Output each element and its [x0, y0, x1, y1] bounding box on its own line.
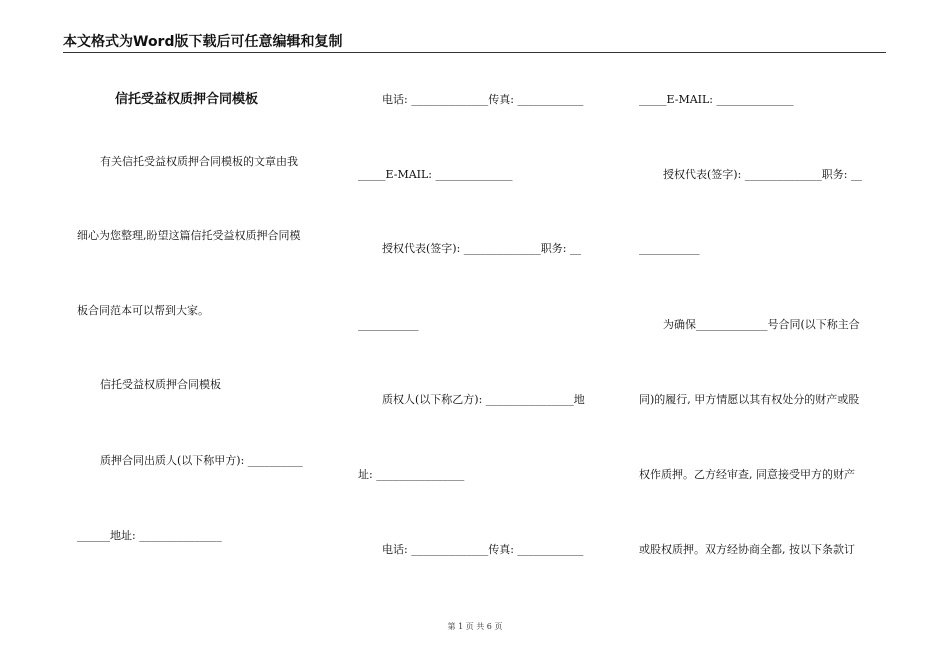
text-line: 或股权质押。双方经协商全都, 按以下条款订: [639, 543, 855, 556]
text-line: 同)的履行, 甲方情愿以其有权处分的财产或股: [639, 393, 860, 406]
page-number-footer: 第 1 页 共 6 页: [447, 622, 503, 631]
text-line: _____E-MAIL: ______________: [639, 93, 794, 106]
text-line: 质押合同出质人(以下称甲方): __________: [100, 454, 303, 467]
text-line: 电话: ______________传真: ____________: [382, 93, 584, 106]
text-line: 授权代表(签字): ______________职务: __: [663, 168, 862, 181]
text-line: 质权人(以下称乙方): ________________地: [382, 393, 585, 406]
text-line: 电话: ______________传真: ____________: [382, 543, 584, 556]
text-line: ___________: [358, 318, 419, 331]
text-line: 细心为您整理,盼望这篇信托受益权质押合同模: [77, 229, 301, 242]
text-line: 板合同范本可以帮到大家。: [77, 304, 209, 317]
text-line: 址: ________________: [358, 468, 465, 481]
text-line: 授权代表(签字): ______________职务: __: [382, 242, 581, 255]
text-line: 权作质押。乙方经审查, 同意接受甲方的财产: [639, 468, 855, 481]
text-line: 信托受益权质押合同模板: [100, 378, 221, 391]
text-line: ___________: [639, 242, 700, 255]
header-text: 本文格式为Word版下载后可任意编辑和复制: [63, 34, 343, 50]
document-title: 信托受益权质押合同模板: [115, 92, 259, 107]
text-line: 有关信托受益权质押合同模板的文章由我: [100, 155, 298, 168]
text-line: ______地址: _______________: [77, 529, 222, 542]
text-line: _____E-MAIL: ______________: [358, 168, 513, 181]
page-header: [63, 34, 886, 53]
text-line: 为确保_____________号合同(以下称主合: [663, 318, 860, 331]
